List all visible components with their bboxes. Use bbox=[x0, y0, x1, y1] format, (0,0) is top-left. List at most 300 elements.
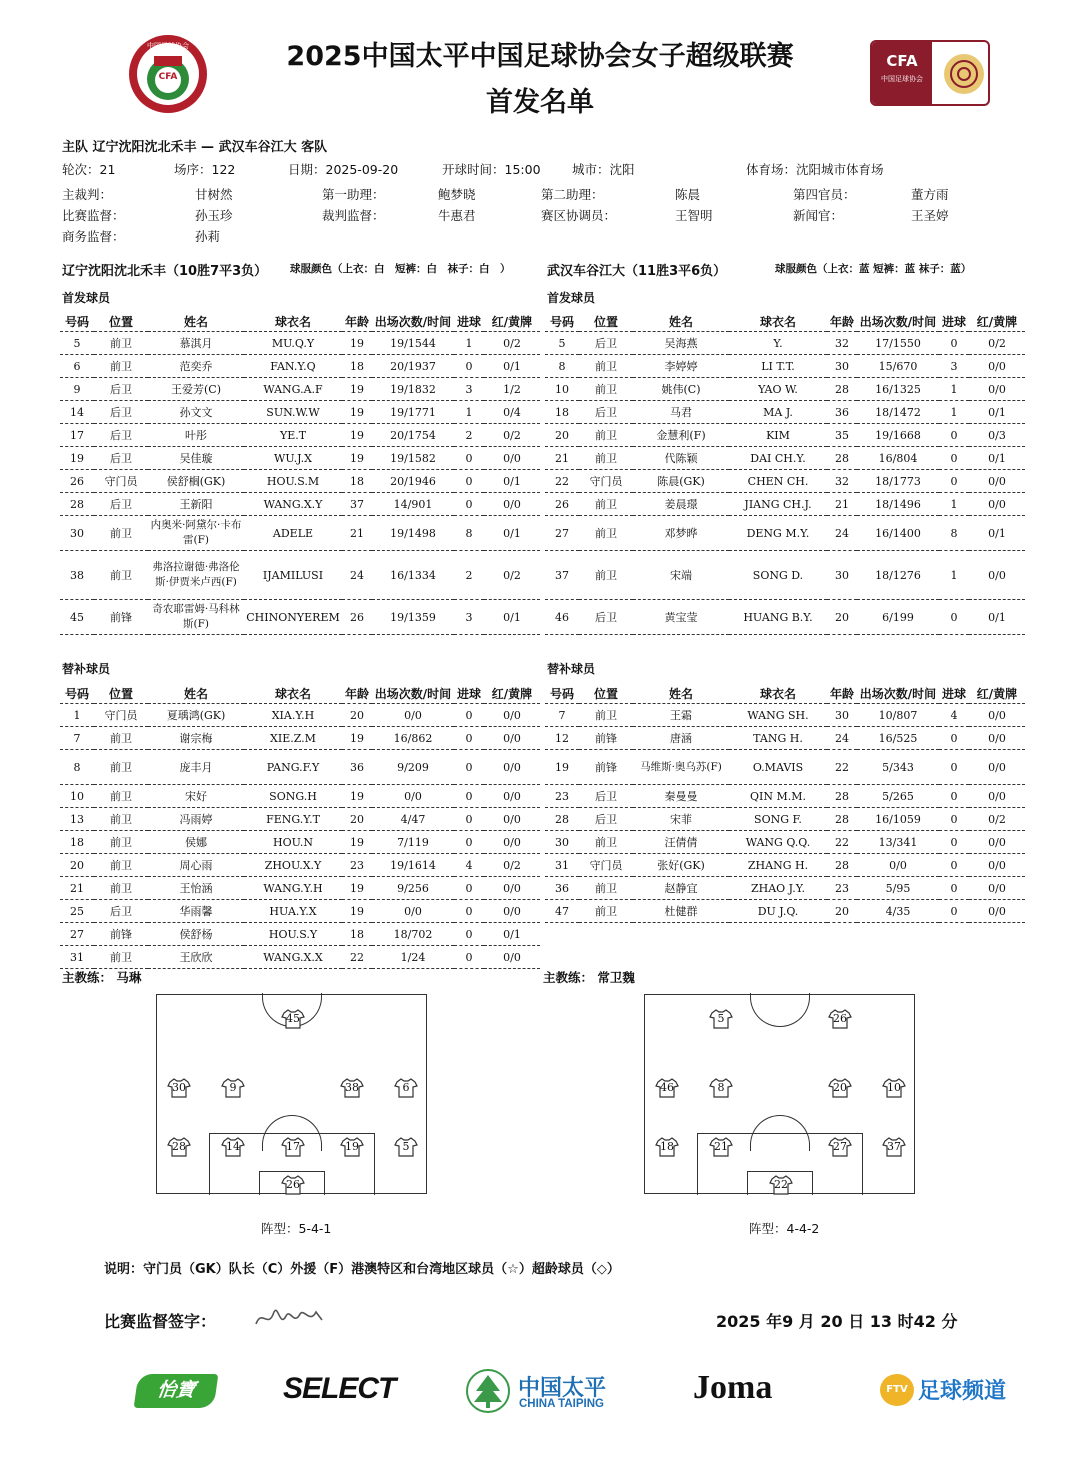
player-position: 前锋 bbox=[94, 600, 148, 635]
player-position: 前卫 bbox=[94, 854, 148, 877]
column-header: 进球 bbox=[454, 683, 484, 704]
player-shirt-icon bbox=[281, 1175, 305, 1195]
cards: 0/0 bbox=[969, 551, 1025, 600]
shirt-number: 17 bbox=[286, 1140, 300, 1153]
column-header: 红/黄牌 bbox=[484, 311, 540, 332]
appearances: 18/1472 bbox=[857, 401, 939, 424]
column-header: 姓名 bbox=[633, 311, 729, 332]
shirt-number: 37 bbox=[887, 1140, 901, 1153]
player-number: 21 bbox=[545, 447, 579, 470]
player-number: 5 bbox=[545, 332, 579, 355]
official-name: 陈晨 bbox=[675, 187, 701, 202]
shirt-name: HUANG B.Y. bbox=[729, 600, 827, 635]
player-number: 21 bbox=[60, 877, 94, 900]
player-age: 18 bbox=[342, 923, 372, 946]
shirt-number: 22 bbox=[774, 1178, 788, 1191]
cards: 0/3 bbox=[969, 424, 1025, 447]
player-shirt-icon bbox=[394, 1137, 418, 1157]
player-name: 王怡涵 bbox=[148, 877, 244, 900]
shirt-number: 20 bbox=[833, 1081, 847, 1094]
table-row bbox=[60, 332, 540, 355]
player-position: 前卫 bbox=[94, 946, 148, 969]
player-number: 14 bbox=[60, 401, 94, 424]
cards: 0/0 bbox=[484, 704, 540, 727]
cards: 0/2 bbox=[969, 808, 1025, 831]
goals: 1 bbox=[939, 551, 969, 600]
cards: 0/0 bbox=[484, 493, 540, 516]
appearances: 16/862 bbox=[372, 727, 454, 750]
player-number: 20 bbox=[545, 424, 579, 447]
goals: 1 bbox=[939, 493, 969, 516]
appearances: 16/1325 bbox=[857, 378, 939, 401]
player-name: 邓梦晔 bbox=[633, 516, 729, 551]
cards: 0/0 bbox=[969, 831, 1025, 854]
table-row bbox=[60, 727, 540, 750]
goals: 0 bbox=[939, 808, 969, 831]
cards: 0/0 bbox=[969, 470, 1025, 493]
official-label: 商务监督： bbox=[62, 229, 125, 244]
player-name: 谢宗梅 bbox=[148, 727, 244, 750]
legend-note: 说明：守门员（GK）队长（C）外援（F）港澳特区和台湾地区球员（☆）超龄球员（◇） bbox=[104, 1262, 620, 1277]
table-header-row bbox=[60, 311, 540, 332]
table-row bbox=[545, 704, 1025, 727]
player-age: 20 bbox=[342, 808, 372, 831]
column-header: 出场次数/时间 bbox=[372, 683, 454, 704]
player-number: 18 bbox=[60, 831, 94, 854]
official-label: 裁判监督： bbox=[322, 208, 385, 223]
goals: 2 bbox=[454, 551, 484, 600]
shirt-number: 46 bbox=[660, 1081, 674, 1094]
player-number: 46 bbox=[545, 600, 579, 635]
player-number: 7 bbox=[545, 704, 579, 727]
player-name: 宋端 bbox=[633, 551, 729, 600]
player-shirt-icon bbox=[828, 1009, 852, 1029]
shirt-name: MU.Q.Y bbox=[244, 332, 342, 355]
column-header: 年龄 bbox=[827, 311, 857, 332]
player-age: 23 bbox=[827, 877, 857, 900]
player-age: 19 bbox=[342, 424, 372, 447]
cards: 0/1 bbox=[969, 600, 1025, 635]
player-number: 6 bbox=[60, 355, 94, 378]
goals: 1 bbox=[939, 378, 969, 401]
player-position: 守门员 bbox=[579, 470, 633, 493]
player-position: 前卫 bbox=[94, 785, 148, 808]
column-header: 位置 bbox=[579, 683, 633, 704]
appearances: 18/1276 bbox=[857, 551, 939, 600]
shirt-name: CHEN CH. bbox=[729, 470, 827, 493]
table-row bbox=[545, 750, 1025, 785]
player-name: 汪倩倩 bbox=[633, 831, 729, 854]
official-name: 牛惠君 bbox=[438, 208, 476, 223]
shirt-name: HUA.Y.X bbox=[244, 900, 342, 923]
goals: 2 bbox=[454, 424, 484, 447]
player-number: 36 bbox=[545, 877, 579, 900]
player-number: 38 bbox=[60, 551, 94, 600]
player-name: 华雨馨 bbox=[148, 900, 244, 923]
column-header: 出场次数/时间 bbox=[857, 683, 939, 704]
table-row bbox=[60, 831, 540, 854]
goals: 0 bbox=[939, 727, 969, 750]
shirt-name: LI T.T. bbox=[729, 355, 827, 378]
goals: 0 bbox=[454, 877, 484, 900]
goals: 0 bbox=[939, 332, 969, 355]
appearances: 19/1544 bbox=[372, 332, 454, 355]
goals: 0 bbox=[939, 750, 969, 785]
player-shirt-icon bbox=[340, 1078, 364, 1098]
official-name: 王圣婷 bbox=[911, 208, 949, 223]
player-shirt-icon bbox=[828, 1137, 852, 1157]
column-header: 进球 bbox=[454, 311, 484, 332]
shirt-number: 27 bbox=[833, 1140, 847, 1153]
shirt-name: ADELE bbox=[244, 516, 342, 551]
table-row bbox=[60, 877, 540, 900]
goals: 8 bbox=[454, 516, 484, 551]
player-number: 22 bbox=[545, 470, 579, 493]
player-position: 前卫 bbox=[94, 831, 148, 854]
column-header: 号码 bbox=[60, 683, 94, 704]
player-name: 王爱芳(C) bbox=[148, 378, 244, 401]
cards: 0/2 bbox=[969, 332, 1025, 355]
cards: 0/1 bbox=[969, 401, 1025, 424]
player-age: 19 bbox=[342, 447, 372, 470]
goals: 1 bbox=[454, 332, 484, 355]
player-age: 19 bbox=[342, 785, 372, 808]
table-row bbox=[60, 470, 540, 493]
goals: 0 bbox=[454, 946, 484, 969]
shirt-number: 18 bbox=[660, 1140, 674, 1153]
shirt-name: FENG.Y.T bbox=[244, 808, 342, 831]
player-position: 前卫 bbox=[579, 424, 633, 447]
appearances: 7/119 bbox=[372, 831, 454, 854]
player-number: 10 bbox=[60, 785, 94, 808]
page-subtitle: 首发名单 bbox=[486, 87, 594, 118]
player-number: 5 bbox=[60, 332, 94, 355]
table-row bbox=[60, 854, 540, 877]
player-age: 28 bbox=[827, 808, 857, 831]
player-position: 前卫 bbox=[94, 516, 148, 551]
goals: 3 bbox=[939, 355, 969, 378]
player-name: 赵静宜 bbox=[633, 877, 729, 900]
player-position: 守门员 bbox=[94, 704, 148, 727]
column-header: 年龄 bbox=[342, 683, 372, 704]
goals: 3 bbox=[454, 600, 484, 635]
player-number: 28 bbox=[60, 493, 94, 516]
shirt-number: 30 bbox=[172, 1081, 186, 1094]
appearances: 19/1668 bbox=[857, 424, 939, 447]
goals: 8 bbox=[939, 516, 969, 551]
cards: 0/0 bbox=[484, 900, 540, 923]
shirt-name: YAO W. bbox=[729, 378, 827, 401]
cards: 0/2 bbox=[484, 332, 540, 355]
away-starters-label: 首发球员 bbox=[547, 291, 596, 305]
table-row bbox=[60, 355, 540, 378]
official-name: 孙玉珍 bbox=[195, 208, 233, 223]
player-name: 王霜 bbox=[633, 704, 729, 727]
shirt-number: 21 bbox=[714, 1140, 728, 1153]
shirt-name: DU J.Q. bbox=[729, 900, 827, 923]
table-row bbox=[545, 727, 1025, 750]
player-position: 前卫 bbox=[94, 332, 148, 355]
player-number: 9 bbox=[60, 378, 94, 401]
goals: 0 bbox=[939, 424, 969, 447]
table-row bbox=[545, 493, 1025, 516]
player-name: 慕淇月 bbox=[148, 332, 244, 355]
table-row bbox=[545, 447, 1025, 470]
player-age: 32 bbox=[827, 332, 857, 355]
player-position: 后卫 bbox=[94, 378, 148, 401]
goals: 0 bbox=[454, 727, 484, 750]
shirt-name: WANG.Y.H bbox=[244, 877, 342, 900]
player-position: 前卫 bbox=[579, 900, 633, 923]
player-age: 28 bbox=[827, 785, 857, 808]
shirt-number: 28 bbox=[172, 1140, 186, 1153]
player-name: 金慧利(F) bbox=[633, 424, 729, 447]
player-number: 26 bbox=[545, 493, 579, 516]
appearances: 18/1773 bbox=[857, 470, 939, 493]
sponsor-yibao-logo bbox=[134, 1374, 219, 1408]
goals: 0 bbox=[939, 447, 969, 470]
cards: 0/2 bbox=[484, 424, 540, 447]
player-age: 36 bbox=[827, 401, 857, 424]
cards: 0/0 bbox=[969, 785, 1025, 808]
player-age: 21 bbox=[342, 516, 372, 551]
player-age: 30 bbox=[827, 704, 857, 727]
player-number: 19 bbox=[60, 447, 94, 470]
player-age: 30 bbox=[827, 551, 857, 600]
shirt-name: O.MAVIS bbox=[729, 750, 827, 785]
cards: 0/0 bbox=[484, 727, 540, 750]
table-row bbox=[60, 378, 540, 401]
match-date: 日期：2025-09-20 bbox=[288, 162, 399, 177]
appearances: 4/47 bbox=[372, 808, 454, 831]
appearances: 19/1582 bbox=[372, 447, 454, 470]
appearances: 18/702 bbox=[372, 923, 454, 946]
column-header: 球衣名 bbox=[729, 311, 827, 332]
player-name: 宋菲 bbox=[633, 808, 729, 831]
goals: 4 bbox=[454, 854, 484, 877]
sponsor-ftv-text: 足球频道 bbox=[918, 1378, 1007, 1403]
appearances: 19/1771 bbox=[372, 401, 454, 424]
player-number: 18 bbox=[545, 401, 579, 424]
cards: 0/0 bbox=[484, 750, 540, 785]
goals: 0 bbox=[454, 750, 484, 785]
official-name: 孙莉 bbox=[195, 229, 221, 244]
player-age: 21 bbox=[827, 493, 857, 516]
player-age: 30 bbox=[827, 355, 857, 378]
column-header: 位置 bbox=[94, 683, 148, 704]
table-row bbox=[60, 551, 540, 600]
player-position: 前卫 bbox=[94, 727, 148, 750]
goals: 0 bbox=[454, 447, 484, 470]
cards: 0/0 bbox=[484, 447, 540, 470]
appearances: 1/24 bbox=[372, 946, 454, 969]
player-shirt-icon bbox=[394, 1078, 418, 1098]
table-row bbox=[545, 600, 1025, 635]
player-position: 前卫 bbox=[94, 808, 148, 831]
player-position: 守门员 bbox=[579, 854, 633, 877]
cards: 0/1 bbox=[484, 923, 540, 946]
player-number: 8 bbox=[60, 750, 94, 785]
goals: 3 bbox=[454, 378, 484, 401]
player-number: 13 bbox=[60, 808, 94, 831]
player-name: 冯雨婷 bbox=[148, 808, 244, 831]
player-number: 19 bbox=[545, 750, 579, 785]
shirt-number: 45 bbox=[286, 1012, 300, 1025]
column-header: 红/黄牌 bbox=[969, 683, 1025, 704]
player-name: 张好(GK) bbox=[633, 854, 729, 877]
shirt-name: DAI CH.Y. bbox=[729, 447, 827, 470]
appearances: 17/1550 bbox=[857, 332, 939, 355]
appearances: 14/901 bbox=[372, 493, 454, 516]
goals: 0 bbox=[939, 854, 969, 877]
player-shirt-icon bbox=[281, 1137, 305, 1157]
cards: 0/1 bbox=[484, 516, 540, 551]
player-position: 前卫 bbox=[94, 551, 148, 600]
away-team-title: 武汉车谷江大（11胜3平6负） bbox=[547, 264, 727, 279]
appearances: 0/0 bbox=[372, 785, 454, 808]
shirt-name: WANG Q.Q. bbox=[729, 831, 827, 854]
column-header: 号码 bbox=[60, 311, 94, 332]
player-age: 32 bbox=[827, 470, 857, 493]
teams-line: 主队 辽宁沈阳沈北禾丰 — 武汉车谷江大 客队 bbox=[62, 140, 328, 155]
table-row bbox=[545, 470, 1025, 493]
player-name: 周心雨 bbox=[148, 854, 244, 877]
appearances: 16/804 bbox=[857, 447, 939, 470]
away-starters-table bbox=[545, 311, 1025, 635]
table-row bbox=[60, 946, 540, 969]
away-subs-label: 替补球员 bbox=[547, 662, 596, 676]
shirt-number: 19 bbox=[345, 1140, 359, 1153]
shirt-number: 26 bbox=[833, 1012, 847, 1025]
table-row bbox=[60, 923, 540, 946]
player-position: 前卫 bbox=[94, 877, 148, 900]
shirt-name: CHINONYEREM bbox=[244, 600, 342, 635]
goals: 0 bbox=[454, 470, 484, 493]
player-age: 28 bbox=[827, 854, 857, 877]
shirt-name: SONG.H bbox=[244, 785, 342, 808]
official-label: 第一助理： bbox=[322, 187, 385, 202]
sponsor-select-logo: SELECT bbox=[283, 1372, 396, 1405]
player-position: 后卫 bbox=[94, 447, 148, 470]
player-number: 12 bbox=[545, 727, 579, 750]
player-name: 叶彤 bbox=[148, 424, 244, 447]
shirt-name: WU.J.X bbox=[244, 447, 342, 470]
shirt-name: WANG.X.X bbox=[244, 946, 342, 969]
goals: 0 bbox=[939, 900, 969, 923]
player-name: 黄宝莹 bbox=[633, 600, 729, 635]
cfa-emblem-text: 中国足球协会 bbox=[147, 42, 189, 50]
player-shirt-icon bbox=[828, 1078, 852, 1098]
kickoff-time: 开球时间：15:00 bbox=[442, 162, 541, 177]
player-position: 前锋 bbox=[579, 727, 633, 750]
column-header: 号码 bbox=[545, 311, 579, 332]
appearances: 15/670 bbox=[857, 355, 939, 378]
cards: 0/1 bbox=[484, 470, 540, 493]
shirt-name: SUN.W.W bbox=[244, 401, 342, 424]
away-subs-table bbox=[545, 683, 1025, 923]
table-row bbox=[60, 600, 540, 635]
shirt-name: DENG M.Y. bbox=[729, 516, 827, 551]
player-name: 秦曼曼 bbox=[633, 785, 729, 808]
shirt-name: IJAMILUSI bbox=[244, 551, 342, 600]
player-position: 前卫 bbox=[579, 551, 633, 600]
player-position: 前锋 bbox=[579, 750, 633, 785]
ftv-badge-text: FTV bbox=[886, 1384, 908, 1395]
column-header: 位置 bbox=[94, 311, 148, 332]
player-position: 前锋 bbox=[94, 923, 148, 946]
player-age: 28 bbox=[827, 447, 857, 470]
player-name: 唐涵 bbox=[633, 727, 729, 750]
player-name: 范奕乔 bbox=[148, 355, 244, 378]
goals: 0 bbox=[454, 900, 484, 923]
official-name: 甘树然 bbox=[195, 187, 233, 202]
shirt-name: TANG H. bbox=[729, 727, 827, 750]
player-position: 后卫 bbox=[94, 493, 148, 516]
home-subs-label: 替补球员 bbox=[62, 662, 111, 676]
cards: 0/0 bbox=[969, 854, 1025, 877]
column-header: 红/黄牌 bbox=[484, 683, 540, 704]
player-age: 24 bbox=[827, 727, 857, 750]
table-row bbox=[60, 493, 540, 516]
player-number: 7 bbox=[60, 727, 94, 750]
official-label: 第二助理： bbox=[541, 187, 604, 202]
shirt-name: PANG.F.Y bbox=[244, 750, 342, 785]
shirt-name: WANG.X.Y bbox=[244, 493, 342, 516]
player-age: 19 bbox=[342, 378, 372, 401]
player-position: 前卫 bbox=[579, 877, 633, 900]
player-shirt-icon bbox=[167, 1137, 191, 1157]
away-formation: 阵型：4-4-2 bbox=[749, 1221, 820, 1236]
cards: 0/0 bbox=[484, 808, 540, 831]
column-header: 号码 bbox=[545, 683, 579, 704]
player-shirt-icon bbox=[709, 1078, 733, 1098]
player-age: 20 bbox=[827, 900, 857, 923]
city: 城市：沈阳 bbox=[572, 162, 635, 177]
appearances: 20/1754 bbox=[372, 424, 454, 447]
table-row bbox=[60, 785, 540, 808]
player-position: 前卫 bbox=[579, 355, 633, 378]
player-shirt-icon bbox=[709, 1009, 733, 1029]
table-row bbox=[545, 877, 1025, 900]
home-starters-label: 首发球员 bbox=[62, 291, 111, 305]
player-position: 前卫 bbox=[94, 355, 148, 378]
player-position: 前卫 bbox=[94, 750, 148, 785]
player-name: 宋好 bbox=[148, 785, 244, 808]
player-shirt-icon bbox=[769, 1175, 793, 1195]
appearances: 19/1614 bbox=[372, 854, 454, 877]
column-header: 姓名 bbox=[148, 683, 244, 704]
player-age: 19 bbox=[342, 877, 372, 900]
appearances: 19/1359 bbox=[372, 600, 454, 635]
cfa-emblem-mark: CFA bbox=[158, 72, 178, 82]
shirt-number: 8 bbox=[717, 1081, 725, 1094]
player-name: 侯舒榈(GK) bbox=[148, 470, 244, 493]
player-age: 19 bbox=[342, 401, 372, 424]
player-position: 后卫 bbox=[94, 401, 148, 424]
goals: 0 bbox=[454, 808, 484, 831]
appearances: 10/807 bbox=[857, 704, 939, 727]
player-name: 陈晨(GK) bbox=[633, 470, 729, 493]
player-number: 1 bbox=[60, 704, 94, 727]
appearances: 5/265 bbox=[857, 785, 939, 808]
ftv-badge-icon bbox=[880, 1374, 914, 1406]
official-label: 主裁判： bbox=[62, 187, 113, 202]
appearances: 0/0 bbox=[857, 854, 939, 877]
player-shirt-icon bbox=[655, 1078, 679, 1098]
column-header: 出场次数/时间 bbox=[857, 311, 939, 332]
player-name: 奇农耶雷姆·马科林斯(F) bbox=[148, 600, 244, 635]
home-starters-table bbox=[60, 311, 540, 635]
